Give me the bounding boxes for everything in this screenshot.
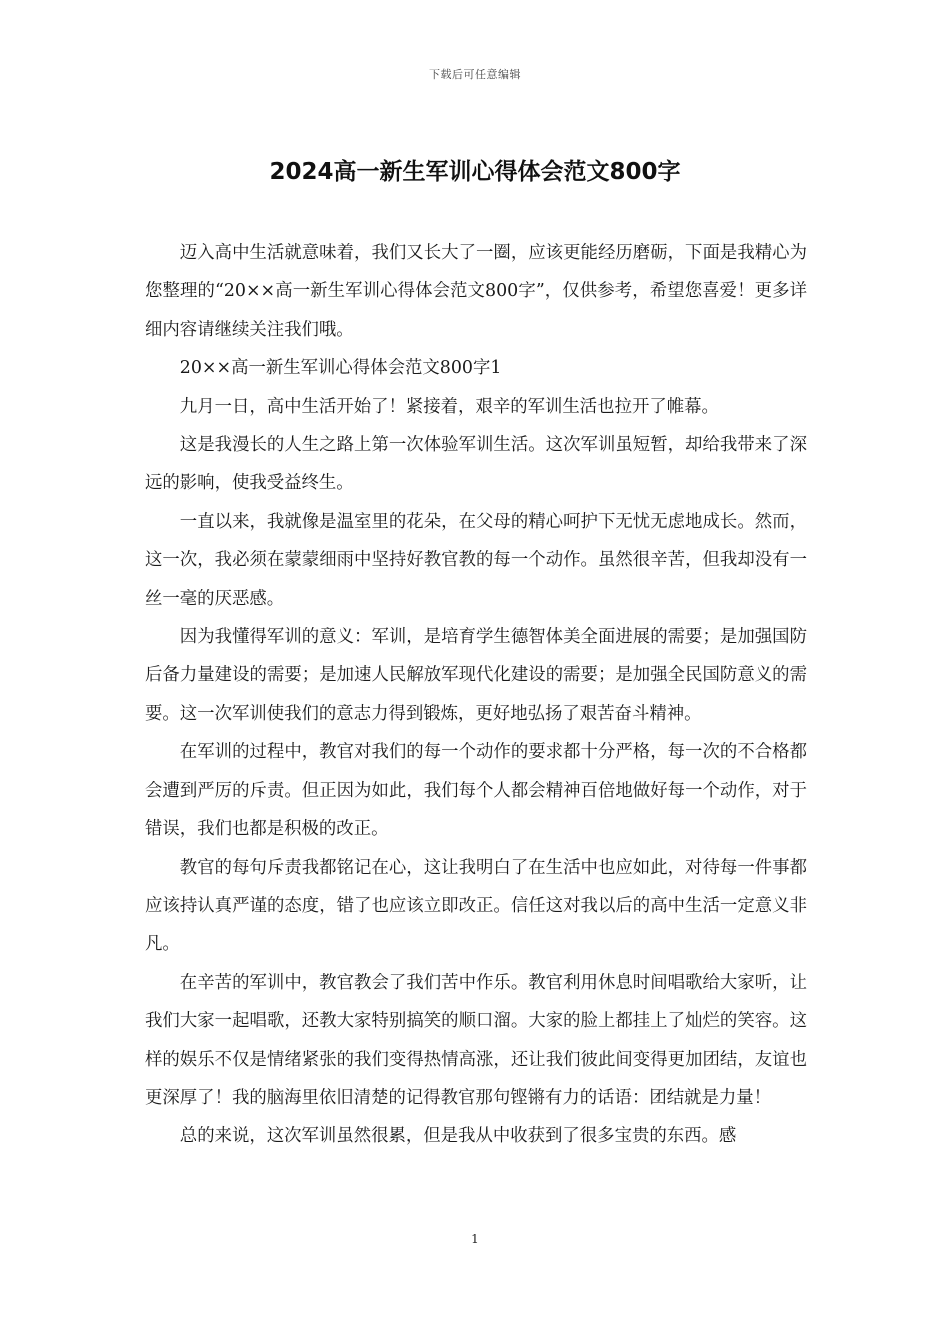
document-body	[145, 234, 807, 1156]
paragraph: 总的来说，这次军训虽然很累，但是我从中收获到了很多宝贵的东西。感	[179, 1126, 737, 1147]
paragraph: 因为我懂得军训的意义：军训，是培育学生德智体美全面进展的需要；是加强国防后备力量建设的需要；是加速人民解放军现代化建设的需要；是加强全民国防意义的需要。这一次军训使我们的意志力得到锻炼，更好地弘扬了艰苦奋斗精神。	[145, 627, 807, 724]
paragraph: 教官的每句斥责我都铭记在心，这让我明白了在生活中也应如此，对待每一件事都应该持认真严谨的态度，错了也应该立即改正。信任这对我以后的高中生活一定意义非凡。	[145, 857, 807, 955]
page-number: 1	[471, 1232, 479, 1246]
paragraph: 在辛苦的军训中，教官教会了我们苦中作乐。教官利用休息时间唱歌给大家听，让我们大家一起唱歌，还教大家特别搞笑的顺口溜。大家的脸上都挂上了灿烂的笑容。这样的娱乐不仅是情绪紧张的我们变得热情高涨，还让我们彼此间变得更加团结，友谊也更深厚了！我的脑海里依旧清楚的记得教官那句铿锵有力的话语：团结就是力量！	[145, 972, 807, 1108]
paragraph: 一直以来，我就像是温室里的花朵，在父母的精心呵护下无忧无虑地成长。然而，这一次，我必须在蒙蒙细雨中坚持好教官教的每一个动作。虽然很辛苦，但我却没有一丝一毫的厌恶感。	[145, 511, 807, 609]
paragraph: 九月一日，高中生活开始了！紧接着，艰辛的军训生活也拉开了帷幕。	[179, 396, 719, 417]
document-title: 2024高一新生军训心得体会范文800字	[269, 159, 681, 185]
paragraph-subtitle: 20××高一新生军训心得体会范文800字1	[179, 358, 502, 379]
paragraph-intro: 迈入高中生活就意味着，我们又长大了一圈，应该更能经历磨砺，下面是我精心为您整理的“20××高一新生军训心得体会范文800字”，仅供参考，希望您喜爱！更多详细内容请继续关注我们哦。	[145, 243, 807, 340]
paragraph: 这是我漫长的人生之路上第一次体验军训生活。这次军训虽短暂，却给我带来了深远的影响，使我受益终生。	[145, 435, 807, 494]
paragraph: 在军训的过程中，教官对我们的每一个动作的要求都十分严格，每一次的不合格都会遭到严厉的斥责。但正因为如此，我们每个人都会精神百倍地做好每一个动作，对于错误，我们也都是积极的改正。	[145, 742, 807, 840]
header-note: 下载后可任意编辑	[429, 68, 521, 81]
